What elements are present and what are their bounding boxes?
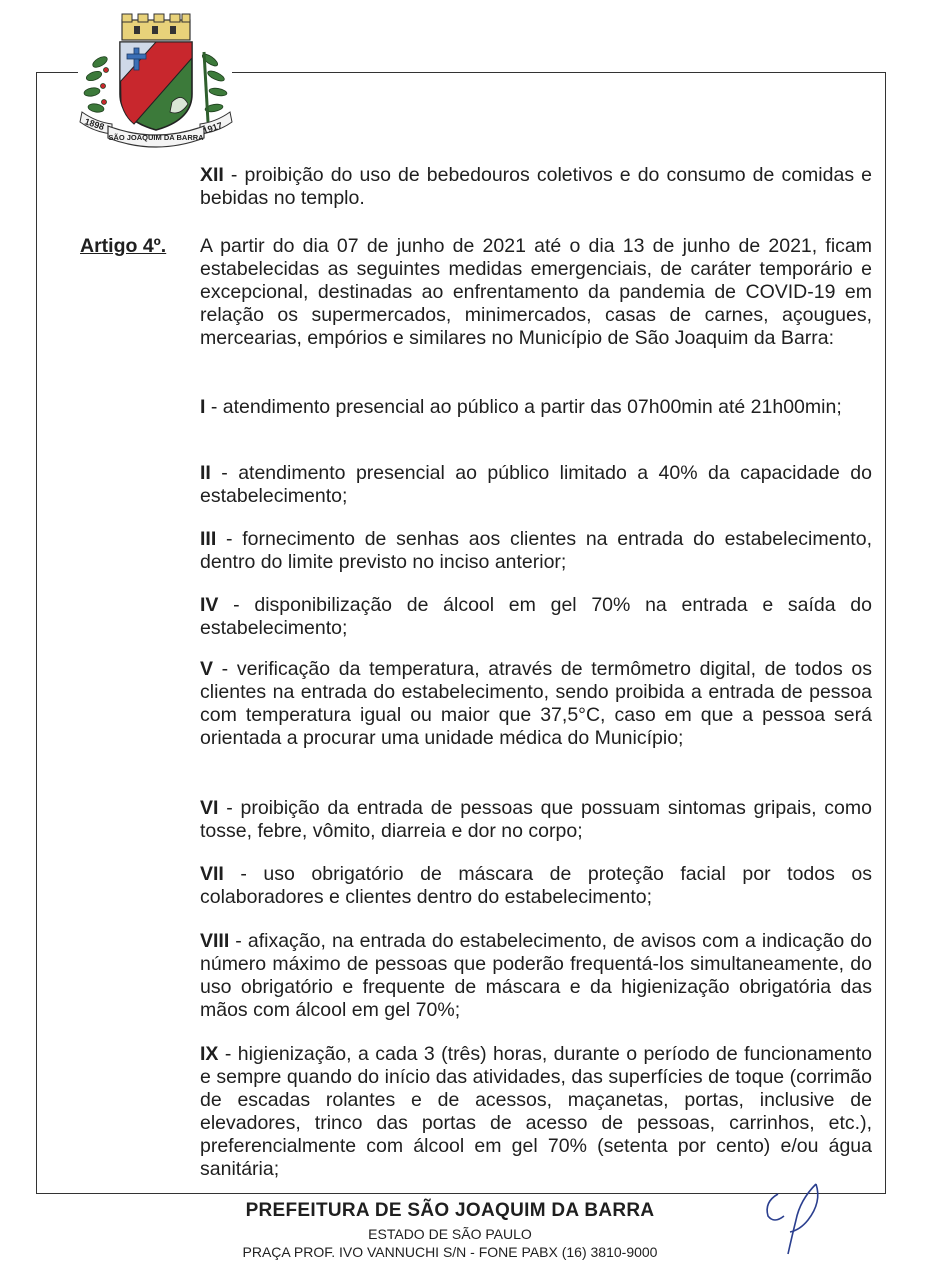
list-item-v: [200, 658, 872, 750]
item-numeral: I: [200, 396, 206, 418]
item-numeral: II: [200, 462, 211, 484]
sugar-cane-icon: [201, 52, 228, 122]
item-text: - disponibilização de álcool em gel 70% na entrada e saída do estabelecimento;: [200, 594, 872, 639]
list-item-ix: [200, 1043, 872, 1181]
signature-initials: [756, 1180, 836, 1260]
list-item-iv: [200, 594, 872, 640]
item-text: - atendimento presencial ao público a partir das 07h00min até 21h00min;: [205, 396, 842, 418]
item-numeral: XII: [200, 164, 224, 186]
footer-title: PREFEITURA DE SÃO JOAQUIM DA BARRA: [245, 1200, 655, 1221]
list-item-vii: [200, 863, 872, 909]
footer-state: ESTADO DE SÃO PAULO: [368, 1226, 532, 1242]
list-item-i: [200, 396, 872, 419]
item-text: - uso obrigatório de máscara de proteção facial por todos os colaboradores e clientes dentro do estabelecimento;: [200, 863, 872, 908]
municipal-crest-logo: [72, 12, 240, 152]
list-item-iii: [200, 528, 872, 574]
item-numeral: III: [200, 528, 217, 550]
crest-year-left: 1898: [83, 116, 106, 133]
list-item-viii: [200, 930, 872, 1022]
item-text: - fornecimento de senhas aos clientes na entrada do estabelecimento, dentro do limite previsto no inciso anterior;: [200, 528, 872, 573]
item-text: - proibição da entrada de pessoas que possuam sintomas gripais, como tosse, febre, vômito, diarreia e dor no corpo;: [200, 797, 872, 842]
item-xii: [200, 164, 872, 210]
article-label: Artigo 4º.: [80, 235, 167, 257]
crest-year-right: 1917: [201, 120, 224, 136]
item-numeral: VI: [200, 797, 219, 819]
crown-icon: [122, 14, 190, 40]
item-numeral: V: [200, 658, 214, 680]
item-text: - verificação da temperatura, através de termômetro digital, de todos os clientes na entrada do estabelecimento, sendo proibida a entrada de pessoa com temperatura igual ou maior que 37,5°C, caso em que a pessoa será orientada a procurar uma unidade médica do Município;: [200, 658, 872, 749]
item-text: - higienização, a cada 3 (três) horas, durante o período de funcionamento e sempre quando do início das atividades, das superfícies de toque (corrimão de escadas rolantes e de acessos, maçanetas, portas, inclusive de elevadores, trinco das portas de acesso de pessoas, carrinhos, etc.), preferencialmente com álcool em gel 70% (setenta por cento) e/ou água sanitária;: [200, 1043, 872, 1180]
item-text: - proibição do uso de bebedouros coletivos e do consumo de comidas e bebidas no templo.: [200, 164, 872, 209]
list-item-vi: [200, 797, 872, 843]
item-numeral: IV: [200, 594, 219, 616]
item-numeral: VII: [200, 863, 224, 885]
footer-address: PRAÇA PROF. IVO VANNUCHI S/N - FONE PABX (16) 3810-9000: [242, 1244, 658, 1260]
crest-banner-text: SÃO JOAQUIM DA BARRA: [108, 133, 204, 142]
list-item-ii: [200, 462, 872, 508]
item-numeral: VIII: [200, 930, 230, 952]
article-text: A partir do dia 07 de junho de 2021 até o dia 13 de junho de 2021, ficam estabelecidas as seguintes medidas emergenciais, de caráter temporário e excepcional, destinadas ao enfrentamento da pandemia de COVID-19 em relação os supermercados, minimercados, casas de carnes, açougues, mercearias, empórios e similares no Município de São Joaquim da Barra:: [200, 235, 872, 349]
item-numeral: IX: [200, 1043, 219, 1065]
coffee-branch-icon: [83, 55, 109, 114]
item-text: - afixação, na entrada do estabelecimento, de avisos com a indicação do número máximo de pessoas que poderão frequentá-los simultaneamente, do uso obrigatório e frequente de máscara e da higienização obrigatória das mãos com álcool em gel 70%;: [200, 930, 872, 1021]
item-text: - atendimento presencial ao público limitado a 40% da capacidade do estabelecimento;: [200, 462, 872, 507]
